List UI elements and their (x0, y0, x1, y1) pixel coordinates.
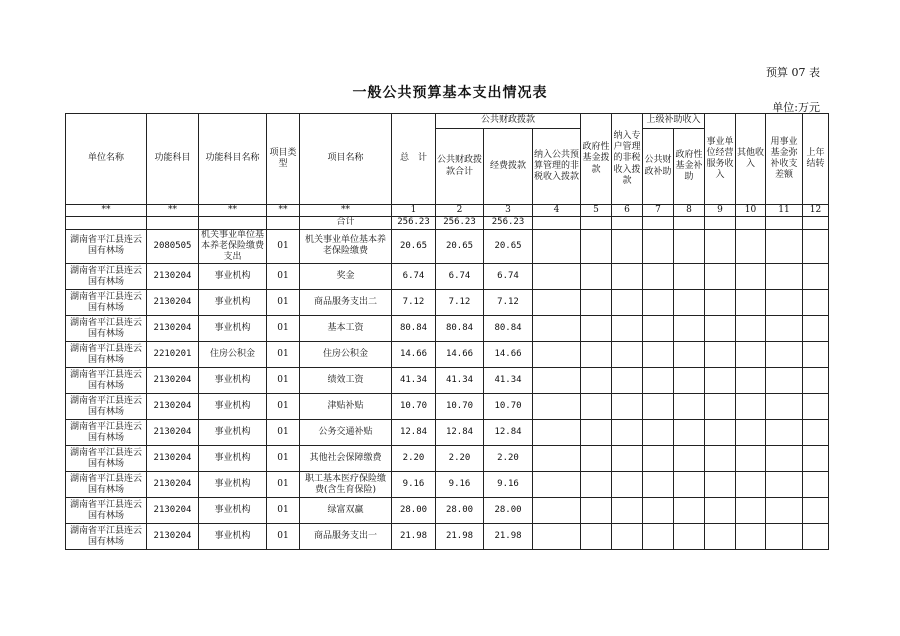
empty-cell (705, 472, 736, 498)
empty-cell (612, 498, 643, 524)
index-cell: 5 (581, 205, 612, 217)
row-project-name: 公务交通补贴 (300, 420, 392, 446)
empty-cell (803, 472, 829, 498)
index-cell: 6 (612, 205, 643, 217)
row-project-type: 01 (267, 524, 300, 550)
header-carryover: 上年结转 (803, 114, 829, 205)
row-total: 14.66 (392, 342, 436, 368)
empty-cell (736, 316, 766, 342)
header-func-name: 功能科目名称 (199, 114, 267, 205)
index-cell: 7 (643, 205, 674, 217)
row-total: 12.84 (392, 420, 436, 446)
row-func-code: 2130204 (147, 498, 199, 524)
row-total: 21.98 (392, 524, 436, 550)
row-unit: 湖南省平江县连云国有林场 (66, 316, 147, 342)
row-func-name: 机关事业单位基本养老保险缴费支出 (199, 229, 267, 264)
empty-cell (736, 290, 766, 316)
table-row (66, 290, 829, 316)
row-pf-subtotal: 7.12 (436, 290, 484, 316)
row-pf-funding: 2.20 (484, 446, 533, 472)
empty-cell (533, 342, 581, 368)
empty-cell (803, 420, 829, 446)
header-operating-income: 事业单位经营服务收入 (705, 114, 736, 205)
row-project-name: 机关事业单位基本养老保险缴费 (300, 229, 392, 264)
unit-label: 单位:万元 (772, 101, 820, 114)
row-pf-funding: 21.98 (484, 524, 533, 550)
row-func-name: 事业机构 (199, 394, 267, 420)
header-other-income: 其他收入 (736, 114, 766, 205)
empty-cell (766, 446, 803, 472)
header-sup-public: 公共财政补助 (643, 129, 674, 205)
row-unit: 湖南省平江县连云国有林场 (66, 420, 147, 446)
row-pf-funding: 28.00 (484, 498, 533, 524)
header-special-nontax: 纳入专户管理的非税收入拨款 (612, 114, 643, 205)
header-fund-balance: 用事业基金弥补收支差额 (766, 114, 803, 205)
row-func-code: 2130204 (147, 264, 199, 290)
table-row (66, 498, 829, 524)
row-project-name: 商品服务支出一 (300, 524, 392, 550)
empty-cell (581, 472, 612, 498)
table-row (66, 264, 829, 290)
row-func-code: 2130204 (147, 420, 199, 446)
empty-cell (612, 420, 643, 446)
empty-cell (766, 290, 803, 316)
empty-cell (674, 368, 705, 394)
empty-cell (533, 498, 581, 524)
empty-cell (674, 316, 705, 342)
row-pf-subtotal: 21.98 (436, 524, 484, 550)
empty-cell (803, 316, 829, 342)
row-project-type: 01 (267, 264, 300, 290)
row-pf-funding: 9.16 (484, 472, 533, 498)
row-func-code: 2130204 (147, 290, 199, 316)
empty-cell (533, 229, 581, 264)
empty-cell (533, 524, 581, 550)
index-cell: ** (147, 205, 199, 217)
empty-cell (643, 394, 674, 420)
row-pf-subtotal: 9.16 (436, 472, 484, 498)
empty-cell (643, 524, 674, 550)
row-project-name: 商品服务支出二 (300, 290, 392, 316)
empty-cell (533, 394, 581, 420)
empty-cell (803, 368, 829, 394)
table-row (66, 446, 829, 472)
empty-cell (803, 342, 829, 368)
total-label: 合计 (300, 217, 392, 229)
row-project-type: 01 (267, 316, 300, 342)
row-pf-funding: 80.84 (484, 316, 533, 342)
row-pf-subtotal: 20.65 (436, 229, 484, 264)
header-project-type: 项目类型 (267, 114, 300, 205)
form-number: 预算 07 表 (766, 66, 820, 79)
empty-cell (766, 524, 803, 550)
empty-cell (705, 394, 736, 420)
empty-cell (766, 229, 803, 264)
row-pf-subtotal: 2.20 (436, 446, 484, 472)
empty-cell (803, 264, 829, 290)
empty-cell (736, 420, 766, 446)
empty-cell (705, 524, 736, 550)
total-pf-funding: 256.23 (484, 217, 533, 229)
index-cell: 11 (766, 205, 803, 217)
row-project-type: 01 (267, 290, 300, 316)
table-row (66, 394, 829, 420)
header-public-fiscal: 公共财政拨款 (436, 114, 581, 129)
empty-cell (803, 394, 829, 420)
empty-cell (612, 446, 643, 472)
empty-cell (581, 524, 612, 550)
row-unit: 湖南省平江县连云国有林场 (66, 498, 147, 524)
empty-cell (533, 472, 581, 498)
empty-cell (533, 290, 581, 316)
row-project-name: 住房公积金 (300, 342, 392, 368)
empty-cell (581, 342, 612, 368)
row-total: 28.00 (392, 498, 436, 524)
empty-cell (581, 394, 612, 420)
empty-cell (643, 229, 674, 264)
row-func-code: 2210201 (147, 342, 199, 368)
row-pf-funding: 12.84 (484, 420, 533, 446)
row-total: 6.74 (392, 264, 436, 290)
empty-cell (766, 368, 803, 394)
empty-cell (533, 420, 581, 446)
empty-cell (705, 368, 736, 394)
table-row (66, 368, 829, 394)
empty-cell (736, 394, 766, 420)
row-project-name: 绩效工资 (300, 368, 392, 394)
empty-cell (643, 368, 674, 394)
header-total: 总 计 (392, 114, 436, 205)
empty-cell (705, 264, 736, 290)
empty-cell (612, 342, 643, 368)
empty-cell (581, 420, 612, 446)
row-pf-funding: 41.34 (484, 368, 533, 394)
empty-cell (581, 316, 612, 342)
empty-cell (674, 342, 705, 368)
empty-cell (803, 446, 829, 472)
empty-cell (803, 498, 829, 524)
header-project-name: 项目名称 (300, 114, 392, 205)
empty-cell (674, 472, 705, 498)
empty-cell (736, 229, 766, 264)
row-pf-subtotal: 14.66 (436, 342, 484, 368)
header-pf-funding: 经费拨款 (484, 129, 533, 205)
empty-cell (581, 264, 612, 290)
empty-cell (612, 264, 643, 290)
empty-cell (766, 394, 803, 420)
empty-cell (643, 342, 674, 368)
empty-cell (803, 290, 829, 316)
index-cell: 3 (484, 205, 533, 217)
row-func-code: 2130204 (147, 446, 199, 472)
row-project-type: 01 (267, 420, 300, 446)
table-row (66, 524, 829, 550)
empty-cell (643, 290, 674, 316)
row-unit: 湖南省平江县连云国有林场 (66, 446, 147, 472)
row-unit: 湖南省平江县连云国有林场 (66, 264, 147, 290)
row-total: 9.16 (392, 472, 436, 498)
empty-cell (581, 229, 612, 264)
row-project-type: 01 (267, 446, 300, 472)
index-cell: 9 (705, 205, 736, 217)
header-superior-subsidy: 上级补助收入 (643, 114, 705, 129)
row-func-name: 住房公积金 (199, 342, 267, 368)
empty-cell (581, 290, 612, 316)
empty-cell (643, 498, 674, 524)
empty-cell (674, 420, 705, 446)
empty-cell (766, 342, 803, 368)
table-row (66, 342, 829, 368)
index-cell: 12 (803, 205, 829, 217)
row-func-name: 事业机构 (199, 420, 267, 446)
row-func-name: 事业机构 (199, 524, 267, 550)
row-pf-subtotal: 28.00 (436, 498, 484, 524)
row-project-name: 基本工资 (300, 316, 392, 342)
empty-cell (803, 229, 829, 264)
row-func-name: 事业机构 (199, 316, 267, 342)
row-pf-funding: 20.65 (484, 229, 533, 264)
empty-cell (674, 229, 705, 264)
row-unit: 湖南省平江县连云国有林场 (66, 368, 147, 394)
row-func-name: 事业机构 (199, 290, 267, 316)
row-func-name: 事业机构 (199, 498, 267, 524)
row-func-code: 2130204 (147, 316, 199, 342)
row-pf-subtotal: 80.84 (436, 316, 484, 342)
empty-cell (736, 342, 766, 368)
empty-cell (612, 290, 643, 316)
row-func-code: 2130204 (147, 394, 199, 420)
row-total: 10.70 (392, 394, 436, 420)
row-unit: 湖南省平江县连云国有林场 (66, 472, 147, 498)
row-project-type: 01 (267, 394, 300, 420)
empty-cell (736, 524, 766, 550)
empty-cell (643, 316, 674, 342)
header-row-1 (66, 114, 829, 129)
total-total: 256.23 (392, 217, 436, 229)
row-project-name: 津贴补贴 (300, 394, 392, 420)
empty-cell (766, 498, 803, 524)
row-pf-funding: 6.74 (484, 264, 533, 290)
row-project-type: 01 (267, 498, 300, 524)
index-cell: 10 (736, 205, 766, 217)
empty-cell (736, 498, 766, 524)
index-cell: ** (199, 205, 267, 217)
row-total: 80.84 (392, 316, 436, 342)
empty-cell (581, 446, 612, 472)
row-func-name: 事业机构 (199, 368, 267, 394)
empty-cell (705, 316, 736, 342)
header-pf-nontax: 纳入公共预算管理的非税收入拨款 (533, 129, 581, 205)
empty-cell (674, 524, 705, 550)
row-project-type: 01 (267, 368, 300, 394)
empty-cell (612, 229, 643, 264)
row-unit: 湖南省平江县连云国有林场 (66, 229, 147, 264)
empty-cell (581, 368, 612, 394)
row-total: 2.20 (392, 446, 436, 472)
empty-cell (674, 446, 705, 472)
budget-table (65, 113, 829, 550)
row-project-type: 01 (267, 342, 300, 368)
index-cell: 8 (674, 205, 705, 217)
empty-cell (736, 368, 766, 394)
row-total: 20.65 (392, 229, 436, 264)
empty-cell (533, 316, 581, 342)
row-total: 7.12 (392, 290, 436, 316)
empty-cell (674, 290, 705, 316)
empty-cell (766, 316, 803, 342)
index-cell: ** (66, 205, 147, 217)
empty-cell (705, 290, 736, 316)
row-unit: 湖南省平江县连云国有林场 (66, 290, 147, 316)
row-project-type: 01 (267, 229, 300, 264)
row-total: 41.34 (392, 368, 436, 394)
empty-cell (705, 229, 736, 264)
index-cell: 1 (392, 205, 436, 217)
row-project-name: 其他社会保障缴费 (300, 446, 392, 472)
empty-cell (674, 264, 705, 290)
empty-cell (533, 446, 581, 472)
row-pf-subtotal: 6.74 (436, 264, 484, 290)
table-row (66, 229, 829, 264)
empty-cell (736, 264, 766, 290)
table-row (66, 420, 829, 446)
row-pf-subtotal: 41.34 (436, 368, 484, 394)
empty-cell (705, 498, 736, 524)
empty-cell (612, 368, 643, 394)
row-func-code: 2130204 (147, 368, 199, 394)
row-func-code: 2080505 (147, 229, 199, 264)
empty-cell (803, 524, 829, 550)
header-func-code: 功能科目 (147, 114, 199, 205)
row-project-name: 奖金 (300, 264, 392, 290)
empty-cell (674, 498, 705, 524)
row-unit: 湖南省平江县连云国有林场 (66, 524, 147, 550)
empty-cell (766, 420, 803, 446)
empty-cell (612, 316, 643, 342)
index-row (66, 205, 829, 217)
row-pf-subtotal: 10.70 (436, 394, 484, 420)
empty-cell (736, 446, 766, 472)
header-sup-fund: 政府性基金补助 (674, 129, 705, 205)
row-pf-subtotal: 12.84 (436, 420, 484, 446)
empty-cell (643, 446, 674, 472)
header-pf-subtotal: 公共财政拨款合计 (436, 129, 484, 205)
empty-cell (766, 472, 803, 498)
header-gov-fund: 政府性基金拨款 (581, 114, 612, 205)
header-unit-name: 单位名称 (66, 114, 147, 205)
empty-cell (736, 472, 766, 498)
row-unit: 湖南省平江县连云国有林场 (66, 394, 147, 420)
row-func-name: 事业机构 (199, 264, 267, 290)
empty-cell (533, 264, 581, 290)
index-cell: 2 (436, 205, 484, 217)
row-func-code: 2130204 (147, 472, 199, 498)
row-unit: 湖南省平江县连云国有林场 (66, 342, 147, 368)
page-title: 一般公共预算基本支出情况表 (352, 85, 548, 101)
empty-cell (705, 446, 736, 472)
empty-cell (674, 394, 705, 420)
total-row (66, 217, 829, 229)
empty-cell (766, 264, 803, 290)
empty-cell (533, 368, 581, 394)
row-pf-funding: 7.12 (484, 290, 533, 316)
row-project-type: 01 (267, 472, 300, 498)
index-cell: ** (267, 205, 300, 217)
empty-cell (612, 394, 643, 420)
empty-cell (705, 420, 736, 446)
empty-cell (643, 420, 674, 446)
total-pf-subtotal: 256.23 (436, 217, 484, 229)
empty-cell (643, 264, 674, 290)
row-func-name: 事业机构 (199, 446, 267, 472)
empty-cell (581, 498, 612, 524)
empty-cell (643, 472, 674, 498)
row-func-name: 事业机构 (199, 472, 267, 498)
row-pf-funding: 14.66 (484, 342, 533, 368)
table-row (66, 316, 829, 342)
empty-cell (612, 524, 643, 550)
row-func-code: 2130204 (147, 524, 199, 550)
row-project-name: 职工基本医疗保险缴费(含生育保险) (300, 472, 392, 498)
row-project-name: 绿富双赢 (300, 498, 392, 524)
empty-cell (705, 342, 736, 368)
row-pf-funding: 10.70 (484, 394, 533, 420)
table-row (66, 472, 829, 498)
empty-cell (612, 472, 643, 498)
index-cell: ** (300, 205, 392, 217)
index-cell: 4 (533, 205, 581, 217)
